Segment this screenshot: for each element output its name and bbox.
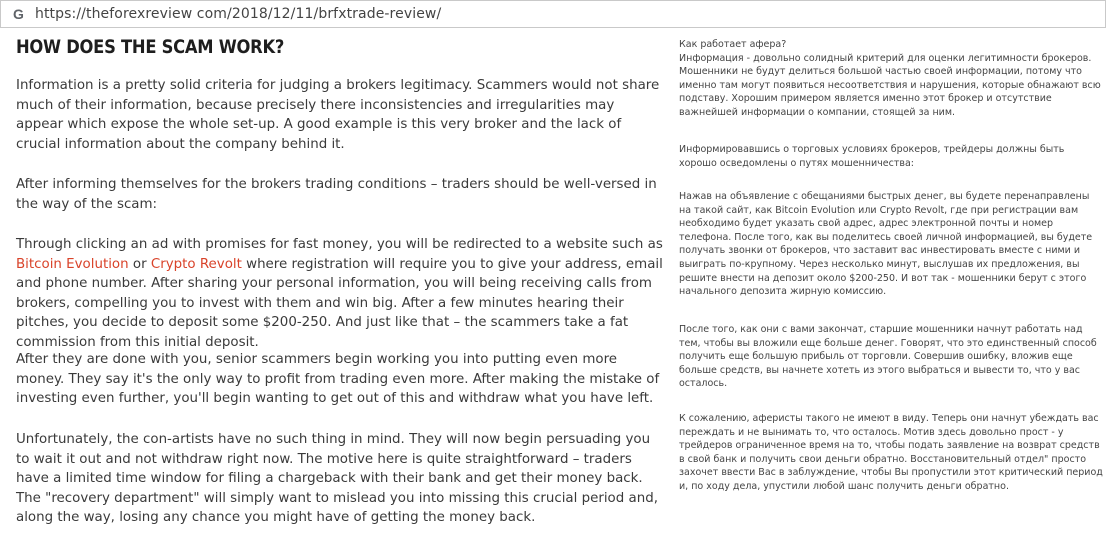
p3-text-after: where registration will require you to give your address, email and phone number. After sharing your personal information, you will being receiving calls from brokers, compelling you to invest with them and win big. After a few minutes hearing their pitches, you decide to deposit some $200-250. And just like that – the scammers take a fat commission from this initial deposit. [16, 256, 663, 350]
paragraph-ad-redirect [16, 235, 664, 352]
p3-or: or [128, 256, 151, 272]
google-g-icon [11, 6, 27, 22]
url-text[interactable]: https://theforexreview com/2018/12/11/brfxtrade-review/ [35, 6, 442, 22]
translation-paragraph-2: Информировавшись о торговых условиях брокеров, трейдеры должны быть хорошо осведомлены о путях мошенничества: [679, 144, 1065, 169]
article-heading: HOW DOES THE SCAM WORK? [16, 36, 285, 58]
address-bar[interactable] [0, 0, 1106, 28]
article-english [16, 34, 664, 525]
p3-text-before: Through clicking an ad with promises for fast money, you will be redirected to a website such as [16, 237, 663, 252]
paragraph-criteria: Information is a pretty solid criteria for judging a brokers legitimacy. Scammers would not share much of their information, because precisely there inconsistencies and irregularities may appear which expose the whole set-up. A good example is this very broker and the lack of crucial information about the company behind it. [16, 78, 660, 152]
svg-text:G: G [13, 6, 24, 22]
translation-paragraph-3: Нажав на объявление с обещаниями быстрых денег, вы будете перенаправлены на такой сайт, как Bitcoin Evolution или Crypto Revolt, где при регистрации вам необходимо будет указать свой адрес, адрес электронной почты и номер телефона. После того, как вы поделитесь своей личной информацией, вы будете получать звонки от брокеров, что заставит вас инвестировать вместе с ними и выиграть по-крупному. Через несколько минут, выслушав их предложения, вы решите внести на депозит около $200-250. И вот так - мошенники берут с этого начального депозита жирную комиссию. [679, 191, 1093, 298]
translation-paragraph-4: После того, как они с вами закончат, старшие мошенники начнут работать над тем, чтобы вы вложили еще больше денег. Говорят, что это единственный способ получить еще большую прибыль от торговли. Совершив ошибку, вложив еще больше средств, вы начнете хотеть из этого выбраться и вывести то, что у вас осталось. [679, 324, 1097, 390]
crypto-revolt-link[interactable]: Crypto Revolt [150, 256, 242, 272]
bitcoin-evolution-link[interactable]: Bitcoin Evolution [16, 256, 129, 272]
translation-paragraph-1: Как работает афера? Информация - довольно солидный критерий для оценки легитимности брокеров. Мошенники не будут делиться большой частью своей информации, потому что именно там могут появиться несоответствия и нарушения, которые обнажают всю подставу. Хорошим примером является именно этот брокер и отсутствие важнейшей информации о компании, стоящей за ним. [679, 39, 1101, 118]
paragraph-informing: After informing themselves for the brokers trading conditions – traders should be well-versed in the way of the scam: [16, 177, 657, 212]
paragraph-con-artists: Unfortunately, the con-artists have no such thing in mind. They will now begin persuading you to wait it out and not withdraw right now. The motive here is quite straightforward – traders have a limited time window for filing a chargeback with their bank and get their money back. The "recovery department" will simply want to mislead you into missing this crucial period and, along the way, losing any chance you might have of getting the money back. [16, 432, 658, 525]
translation-paragraph-5: К сожалению, аферисты такого не имеют в виду. Теперь они начнут убеждать вас переждать и не вынимать то, что осталось. Мотив здесь довольно прост - у трейдеров ограниченное время на то, чтобы подать заявление на возврат средств в свой банк и получить свои деньги обратно. Восстановительный отдел" просто захочет ввести Вас в заблуждение, чтобы Вы пропустили этот критический период и, по ходу дела, упустили любой шанс получить деньги обратно. [679, 413, 1103, 492]
paragraph-senior-scammers: After they are done with you, senior scammers begin working you into putting even more money. They say it's the only way to profit from trading even more. After making the mistake of investing even further, you'll begin wanting to get out of this and withdraw what you have left. [16, 352, 660, 406]
